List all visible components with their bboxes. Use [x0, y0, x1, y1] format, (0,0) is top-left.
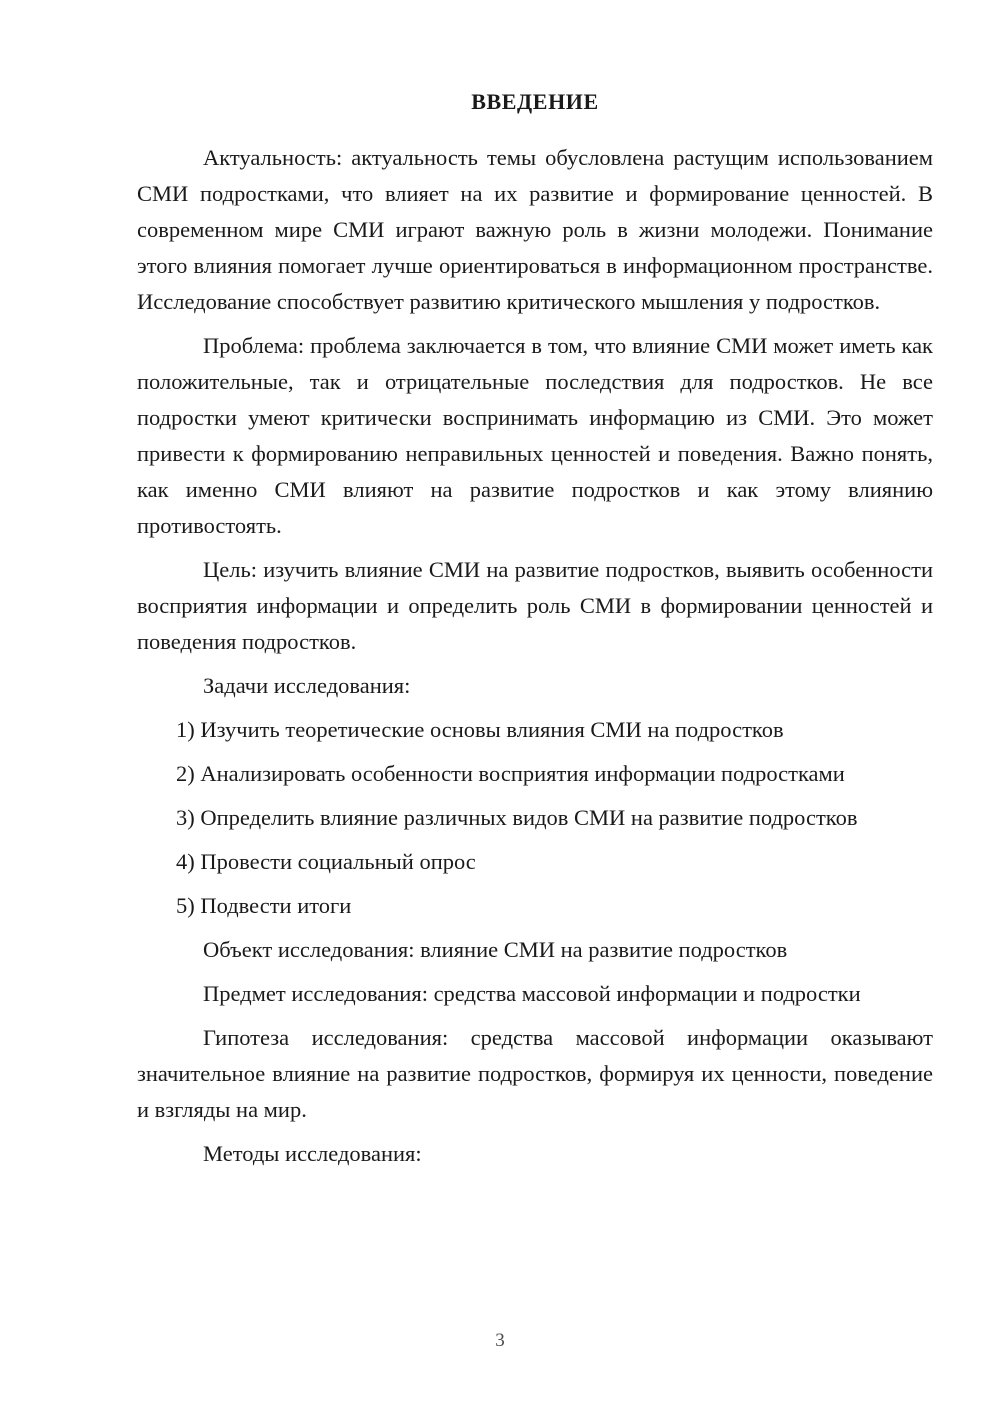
- paragraph-object: Объект исследования: влияние СМИ на развитие подростков: [203, 937, 788, 962]
- task-item-4: 4) Провести социальный опрос: [176, 849, 476, 874]
- heading-tasks: Задачи исследования:: [203, 673, 411, 698]
- paragraph-problem: Проблема: проблема заключается в том, что влияние СМИ может иметь как положительные, так и отрицательные последствия для подростков. Не все подростки умеют критически воспринимать информацию из СМИ. Это может привести к формированию неправильных ценностей и поведения. Важно понять, как именно СМИ влияют на развитие подростков и как этому влиянию противостоять.: [137, 333, 933, 538]
- task-item-5: 5) Подвести итоги: [176, 893, 352, 918]
- document-body: [137, 84, 933, 1180]
- page-title: ВВЕДЕНИЕ: [471, 89, 599, 114]
- paragraph-goal: Цель: изучить влияние СМИ на развитие подростков, выявить особенности восприятия информации и определить роль СМИ в формировании ценностей и поведения подростков.: [137, 557, 933, 654]
- task-item-1: 1) Изучить теоретические основы влияния СМИ на подростков: [176, 717, 784, 742]
- page-number: 3: [495, 1330, 505, 1351]
- paragraph-relevance: Актуальность: актуальность темы обусловлена растущим использованием СМИ подростками, что влияет на их развитие и формирование ценностей. В современном мире СМИ играют важную роль в жизни молодежи. Понимание этого влияния помогает лучше ориентироваться в информационном пространстве. Исследование способствует развитию критического мышления у подростков.: [137, 145, 933, 314]
- paragraph-hypothesis: Гипотеза исследования: средства массовой информации оказывают значительное влияние на развитие подростков, формируя их ценности, поведение и взгляды на мир.: [137, 1025, 933, 1122]
- heading-methods: Методы исследования:: [203, 1141, 422, 1166]
- task-item-2: 2) Анализировать особенности восприятия информации подростками: [176, 761, 845, 786]
- paragraph-subject: Предмет исследования: средства массовой информации и подростки: [203, 981, 861, 1006]
- task-item-3: 3) Определить влияние различных видов СМИ на развитие подростков: [176, 805, 858, 830]
